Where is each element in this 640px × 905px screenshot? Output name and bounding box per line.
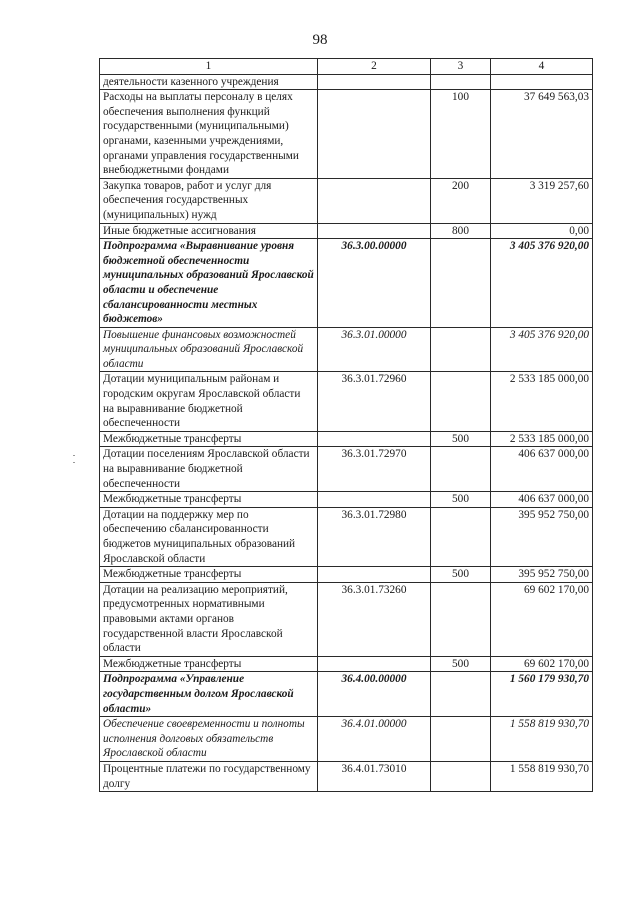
target-code-cell: 36.3.01.72980	[318, 507, 431, 566]
amount-cell: 2 533 185 000,00	[491, 431, 593, 447]
table-row	[100, 656, 593, 672]
table-row	[100, 761, 593, 791]
expense-type-cell	[431, 372, 491, 431]
expense-type-cell	[431, 74, 491, 90]
target-code-cell	[318, 656, 431, 672]
amount-cell: 37 649 563,03	[491, 90, 593, 179]
target-code-cell: 36.3.01.00000	[318, 327, 431, 372]
target-code-cell	[318, 178, 431, 223]
amount-cell	[491, 74, 593, 90]
expense-type-cell	[431, 447, 491, 492]
table-row	[100, 582, 593, 656]
expense-name-cell: Повышение финансовых возможностей муниципальных образований Ярославской области	[100, 327, 318, 372]
table-row	[100, 492, 593, 508]
column-header-4: 4	[491, 59, 593, 75]
target-code-cell: 36.3.01.73260	[318, 582, 431, 656]
amount-cell: 406 637 000,00	[491, 492, 593, 508]
expense-name-cell: Дотации на поддержку мер по обеспечению сбалансированности бюджетов муниципальных образований Ярославской области	[100, 507, 318, 566]
amount-cell: 69 602 170,00	[491, 582, 593, 656]
amount-cell: 2 533 185 000,00	[491, 372, 593, 431]
expense-name-cell: Подпрограмма «Выравнивание уровня бюджетной обеспеченности муниципальных образований Ярославской области и обеспечение сбалансированности местных бюджетов»	[100, 239, 318, 328]
expense-name-cell: Межбюджетные трансферты	[100, 656, 318, 672]
table-row	[100, 672, 593, 717]
target-code-cell: 36.3.01.72970	[318, 447, 431, 492]
amount-cell: 3 319 257,60	[491, 178, 593, 223]
table-row	[100, 178, 593, 223]
expense-type-cell: 500	[431, 431, 491, 447]
table-row	[100, 372, 593, 431]
target-code-cell	[318, 431, 431, 447]
table-row	[100, 507, 593, 566]
target-code-cell	[318, 492, 431, 508]
amount-cell: 395 952 750,00	[491, 567, 593, 583]
table-row	[100, 717, 593, 762]
target-code-cell: 36.3.00.00000	[318, 239, 431, 328]
amount-cell: 0,00	[491, 223, 593, 239]
target-code-cell: 36.4.00.00000	[318, 672, 431, 717]
expense-name-cell: Обеспечение своевременности и полноты исполнения долговых обязательств Ярославской области	[100, 717, 318, 762]
column-header-1: 1	[100, 59, 318, 75]
expense-type-cell: 500	[431, 492, 491, 508]
expense-name-cell: Подпрограмма «Управление государственным долгом Ярославской области»	[100, 672, 318, 717]
expense-name-cell: Иные бюджетные ассигнования	[100, 223, 318, 239]
expense-type-cell	[431, 717, 491, 762]
amount-cell: 406 637 000,00	[491, 447, 593, 492]
expense-type-cell: 100	[431, 90, 491, 179]
expense-type-cell: 200	[431, 178, 491, 223]
table-row	[100, 567, 593, 583]
expense-name-cell: Закупка товаров, работ и услуг для обеспечения государственных (муниципальных) нужд	[100, 178, 318, 223]
amount-cell: 395 952 750,00	[491, 507, 593, 566]
amount-cell: 1 558 819 930,70	[491, 761, 593, 791]
column-header-2: 2	[318, 59, 431, 75]
expense-name-cell: Межбюджетные трансферты	[100, 492, 318, 508]
column-header-3: 3	[431, 59, 491, 75]
table-row	[100, 223, 593, 239]
table-header-row	[100, 59, 593, 75]
expense-name-cell: Межбюджетные трансферты	[100, 431, 318, 447]
expense-name-cell: Дотации поселениям Ярославской области на выравнивание бюджетной обеспеченности	[100, 447, 318, 492]
target-code-cell	[318, 567, 431, 583]
expense-type-cell	[431, 239, 491, 328]
target-code-cell: 36.4.01.00000	[318, 717, 431, 762]
expense-type-cell: 800	[431, 223, 491, 239]
table-row	[100, 74, 593, 90]
expense-type-cell	[431, 327, 491, 372]
target-code-cell: 36.3.01.72960	[318, 372, 431, 431]
scan-dot	[73, 462, 75, 463]
table-row	[100, 447, 593, 492]
expense-type-cell	[431, 672, 491, 717]
target-code-cell	[318, 223, 431, 239]
table-row	[100, 431, 593, 447]
amount-cell: 3 405 376 920,00	[491, 327, 593, 372]
expense-type-cell: 500	[431, 567, 491, 583]
target-code-cell	[318, 90, 431, 179]
expense-name-cell: Дотации на реализацию мероприятий, предусмотренных нормативными правовыми актами органов государственной власти Ярославской области	[100, 582, 318, 656]
table-row	[100, 90, 593, 179]
amount-cell: 3 405 376 920,00	[491, 239, 593, 328]
scan-dot	[73, 455, 75, 456]
expense-name-cell: деятельности казенного учреждения	[100, 74, 318, 90]
expense-name-cell: Межбюджетные трансферты	[100, 567, 318, 583]
expense-type-cell: 500	[431, 656, 491, 672]
amount-cell: 1 558 819 930,70	[491, 717, 593, 762]
amount-cell: 1 560 179 930,70	[491, 672, 593, 717]
expense-type-cell	[431, 761, 491, 791]
table-row	[100, 327, 593, 372]
expense-name-cell: Дотации муниципальным районам и городским округам Ярославской области на выравнивание бюджетной обеспеченности	[100, 372, 318, 431]
expense-name-cell: Процентные платежи по государственному долгу	[100, 761, 318, 791]
amount-cell: 69 602 170,00	[491, 656, 593, 672]
target-code-cell: 36.4.01.73010	[318, 761, 431, 791]
expense-name-cell: Расходы на выплаты персоналу в целях обеспечения выполнения функций государственными (муниципальными) органами, казенными учреждениями, органами управления государственными внебюджетными фондами	[100, 90, 318, 179]
budget-table	[99, 58, 593, 792]
expense-type-cell	[431, 507, 491, 566]
target-code-cell	[318, 74, 431, 90]
expense-type-cell	[431, 582, 491, 656]
page-number: 98	[312, 32, 328, 48]
table-row	[100, 239, 593, 328]
